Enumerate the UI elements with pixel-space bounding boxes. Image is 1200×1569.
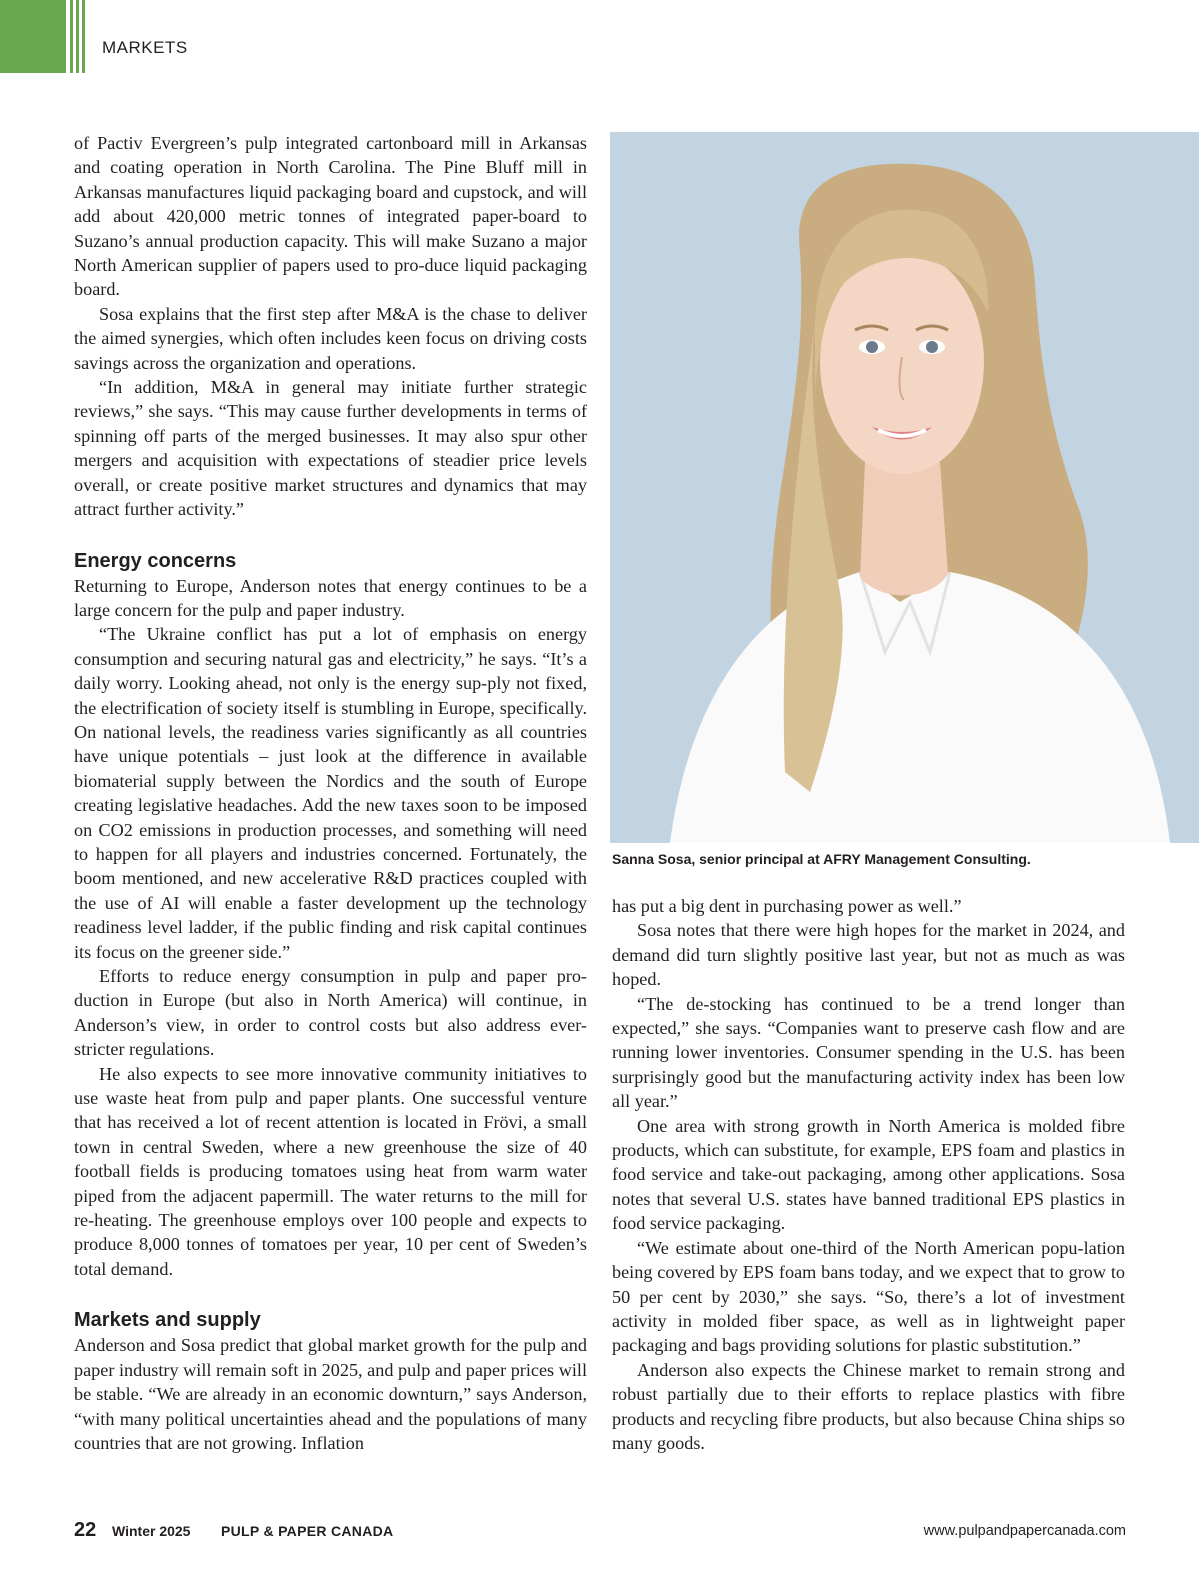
portrait-photo [610,132,1199,843]
header-stripe [82,0,85,73]
right-column [612,894,1125,1455]
body-paragraph: “In addition, M&A in general may initiate further strategic reviews,” she says. “This may cause further developments in terms of spinning off parts of the merged businesses. It may also spur other mergers and acquisition with expectations of steadier price levels overall, or create positive market structures and dynamics that may attract further activity.” [74,377,587,520]
body-paragraph: “We estimate about one-third of the North American popu-lation being covered by EPS foam bans today, and we expect that to grow to 50 per cent by 2030,” she says. “So, there’s a lot of investment activity in molded fiber space, as well as in lightweight paper packaging and bags providing solutions for plastic substitution.” [612,1237,1125,1356]
subheading-energy-concerns: Energy concerns [74,549,237,572]
body-paragraph: Anderson also expects the Chinese market to remain strong and robust partially due to their efforts to replace plastics with fibre products and recycling fibre products, but also because China ships so many goods. [612,1359,1125,1453]
body-paragraph: Sosa explains that the first step after M&A is the chase to deliver the aimed synergies, which often includes keen focus on driving costs savings across the organization and operations. [74,303,587,373]
body-paragraph: He also expects to see more innovative community initiatives to use waste heat from pulp and paper plants. One successful venture that has received a lot of recent attention is located in Frövi, a small town in central Sweden, where a new greenhouse the size of 40 football fields is producing tomatoes using heat from warm water piped from the adjacent papermill. The water returns to the mill for re-heating. The greenhouse employs over 100 people and expects to produce 8,000 tonnes of tomatoes per year, 10 per cent of Sweden’s total demand. [74,1063,587,1279]
body-paragraph: “The de-stocking has continued to be a trend longer than expected,” she says. “Companies want to preserve cash flow and are running lower inventories. Consumer spending in the U.S. has been surprisingly good but the manufacturing activity index has been low all year.” [612,993,1125,1112]
page-number: 22 [74,1519,97,1541]
magazine-name: PULP & PAPER CANADA [221,1523,394,1539]
body-paragraph: One area with strong growth in North America is molded fibre products, which can substitute, for example, EPS foam and plastics in food service and take-out packaging, among other applications. Sosa notes that several U.S. states have banned traditional EPS plastics in food service packaging. [612,1115,1125,1234]
body-paragraph: of Pactiv Evergreen’s pulp integrated cartonboard mill in Arkansas and coating operation in North Carolina. The Pine Bluff mill in Arkansas manufactures liquid packaging board and cupstock, and will add about 420,000 metric tonnes of integrated paper-board to Suzano’s annual production capacity. This will make Suzano a major North American supplier of papers used to pro-duce liquid packaging board. [74,133,587,300]
header-stripe [76,0,79,73]
page-footer [74,1519,1126,1543]
subheading-markets-and-supply: Markets and supply [74,1309,261,1332]
body-paragraph: Sosa notes that there were high hopes for the market in 2024, and demand did turn slightly positive last year, but not as much as was hoped. [612,920,1125,990]
header-color-block [0,0,66,73]
issue-label: Winter 2025 [112,1523,191,1539]
left-column [74,131,587,1455]
section-label: MARKETS [102,38,188,57]
body-paragraph: Returning to Europe, Anderson notes that energy continues to be a large concern for the pulp and paper industry. [74,575,587,620]
body-paragraph: Anderson and Sosa predict that global market growth for the pulp and paper industry will remain soft in 2025, and pulp and paper prices will be stable. “We are already in an economic downturn,” says Anderson, “with many political uncertainties ahead and the populations of many countries that are not growing. Inflation [74,1335,587,1453]
body-paragraph: Efforts to reduce energy consumption in pulp and paper pro-duction in Europe (but also in North America) will continue, in Anderson’s view, in order to control costs but also address ever-stricter regulations. [74,966,587,1060]
website-url: www.pulpandpapercanada.com [923,1523,1126,1539]
body-paragraph: “The Ukraine conflict has put a lot of emphasis on energy consumption and securing natural gas and electricity,” he says. “It’s a daily worry. Looking ahead, not only is the energy sup-ply not fixed, the electrification of society itself is stumbling in Europe, specifically. On national levels, the readiness varies significantly as all countries have unique potentials – just look at the difference in available biomaterial supply between the Nordics and the south of Europe creating legislative headaches. Add the new taxes soon to be imposed on CO2 emissions in production processes, and something will need to happen for all players and industries concerned. Fortunately, the boom mentioned, and new accelerative R&D practices coupled with the use of AI will enable a faster development up the technology readiness level ladder, if the public finding and risk capital continues its focus on the greener side.” [74,624,587,962]
photo-caption: Sanna Sosa, senior principal at AFRY Management Consulting. [612,851,1031,867]
body-paragraph: has put a big dent in purchasing power as well.” [612,896,962,916]
header-stripe [70,0,73,73]
portrait-illustration [610,132,1199,843]
